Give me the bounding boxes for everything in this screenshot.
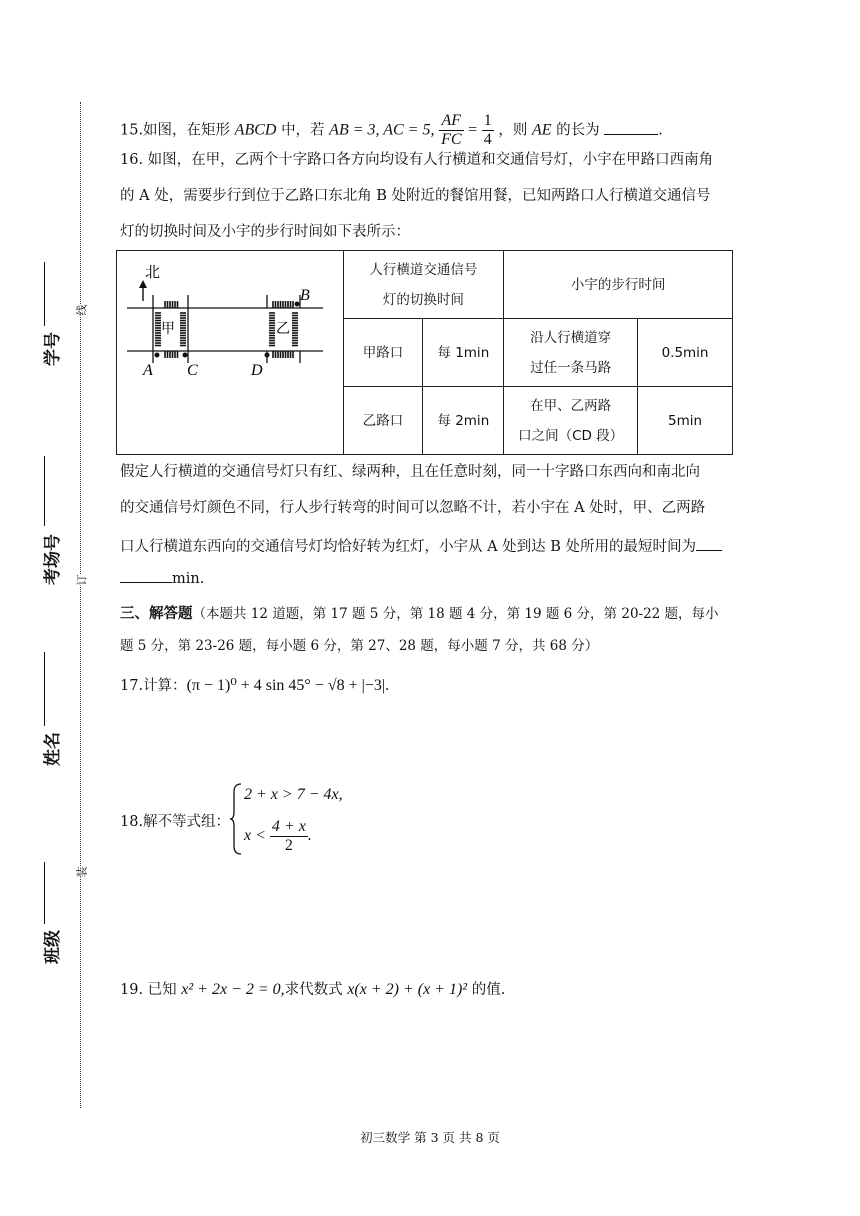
yi-label: 乙	[276, 321, 290, 337]
row2-switch: 每 2min	[423, 387, 504, 455]
row1-switch: 每 1min	[423, 319, 504, 387]
north-label: 北	[145, 263, 161, 281]
q16-para3: 口人行横道东西向的交通信号灯均恰好转为红灯，小宇从 A 处到达 B 处所用的最短时间为	[120, 534, 722, 557]
row2-walk-time: 5min	[638, 387, 733, 455]
brace-icon	[229, 782, 243, 856]
exam-room-label: 考场号	[43, 534, 63, 585]
header-walk-time: 小宇的步行时间	[504, 251, 733, 319]
question-15: 15.如图，在矩形 ABCD 中，若 AB = 3, AC = 5, $\frac{AF}{FC}$ = $\frac{1}{4}$ ，则 AE 的长为 .	[120, 112, 663, 148]
point-d	[265, 353, 270, 358]
answer-blank-16a[interactable]	[696, 534, 722, 551]
class-line	[44, 862, 45, 924]
student-id-line	[44, 262, 45, 326]
q16-para2: 的交通信号灯颜色不同，行人步行转弯的时间可以忽略不计，若小宇在 A 处时，甲、乙两路	[120, 500, 706, 516]
answer-blank-15[interactable]	[604, 118, 658, 135]
page-footer: 初三数学 第 3 页 共 8 页	[360, 1130, 500, 1145]
signal-time-table	[116, 250, 733, 455]
question-18-label: 18.解不等式组：	[120, 814, 231, 830]
fraction-af-fc: $\frac{AF}{FC}$	[441, 112, 462, 148]
inequality-2: x < $\frac{4 + x}{2}$ .	[244, 818, 312, 854]
row1-walk-desc: 沿人行横道穿 过任一条马路	[504, 319, 638, 387]
class-label: 班级	[43, 930, 63, 964]
row1-walk-time: 0.5min	[638, 319, 733, 387]
exam-room-line	[44, 456, 45, 526]
label-c: C	[187, 362, 198, 379]
question-19: 19. 已知 x² + 2x − 2 = 0,求代数式 x(x + 2) + (x + 1)² 的值.	[120, 981, 506, 998]
student-id-label: 学号	[43, 332, 63, 366]
point-a	[155, 353, 160, 358]
section3-line2: 题 5 分，第 23-26 题，每小题 6 分，第 27、28 题，每小题 7 分，共 68 分）	[120, 638, 599, 654]
margin-mark-xian: 线	[75, 304, 89, 316]
q16-line2: 的 A 处，需要步行到位于乙路口东北角 B 处附近的餐馆用餐，已知两路口人行横道交通信号	[120, 188, 711, 204]
point-b	[295, 302, 300, 307]
row2-walk-desc: 在甲、乙两路 口之间（CD 段）	[504, 387, 638, 455]
point-c	[183, 353, 188, 358]
q16-line3: 灯的切换时间及小宇的步行时间如下表所示：	[120, 224, 410, 240]
q16-line1: 16. 如图，在甲，乙两个十字路口各方向均设有人行横道和交通信号灯，小宇在甲路口西南角	[120, 152, 714, 168]
fraction-one-quarter: $\frac{1}{4}$	[483, 112, 492, 148]
label-d: D	[251, 362, 263, 379]
label-a: A	[143, 362, 153, 379]
row1-intersection: 甲路口	[343, 319, 423, 387]
binding-dotted-line	[80, 102, 81, 1108]
header-switch-time: 人行横道交通信号 灯的切换时间	[343, 251, 504, 319]
q16-para1: 假定人行横道的交通信号灯只有红、绿两种，且在任意时刻，同一十字路口东西向和南北向	[120, 464, 700, 480]
jia-label: 甲	[161, 321, 175, 337]
margin-mark-ding: 订	[75, 574, 89, 586]
crossroad-map	[117, 251, 342, 451]
section3-line1: 三、解答题（本题共 12 道题，第 17 题 5 分，第 18 题 4 分，第 19 题 6 分，第 20-22 题，每小	[120, 606, 719, 622]
question-17: 17.计算：(π − 1)⁰ + 4 sin 45° − √8 + |−3|.	[120, 677, 390, 694]
name-label: 姓名	[43, 732, 63, 766]
name-line	[44, 652, 45, 726]
margin-mark-zhuang: 装	[75, 866, 89, 878]
answer-blank-16b[interactable]	[120, 566, 172, 583]
map-figure-cell	[117, 251, 344, 455]
label-b: B	[300, 287, 310, 304]
q16-para4: min.	[120, 566, 204, 589]
inequality-1: 2 + x > 7 − 4x,	[244, 786, 343, 803]
row2-intersection: 乙路口	[343, 387, 423, 455]
